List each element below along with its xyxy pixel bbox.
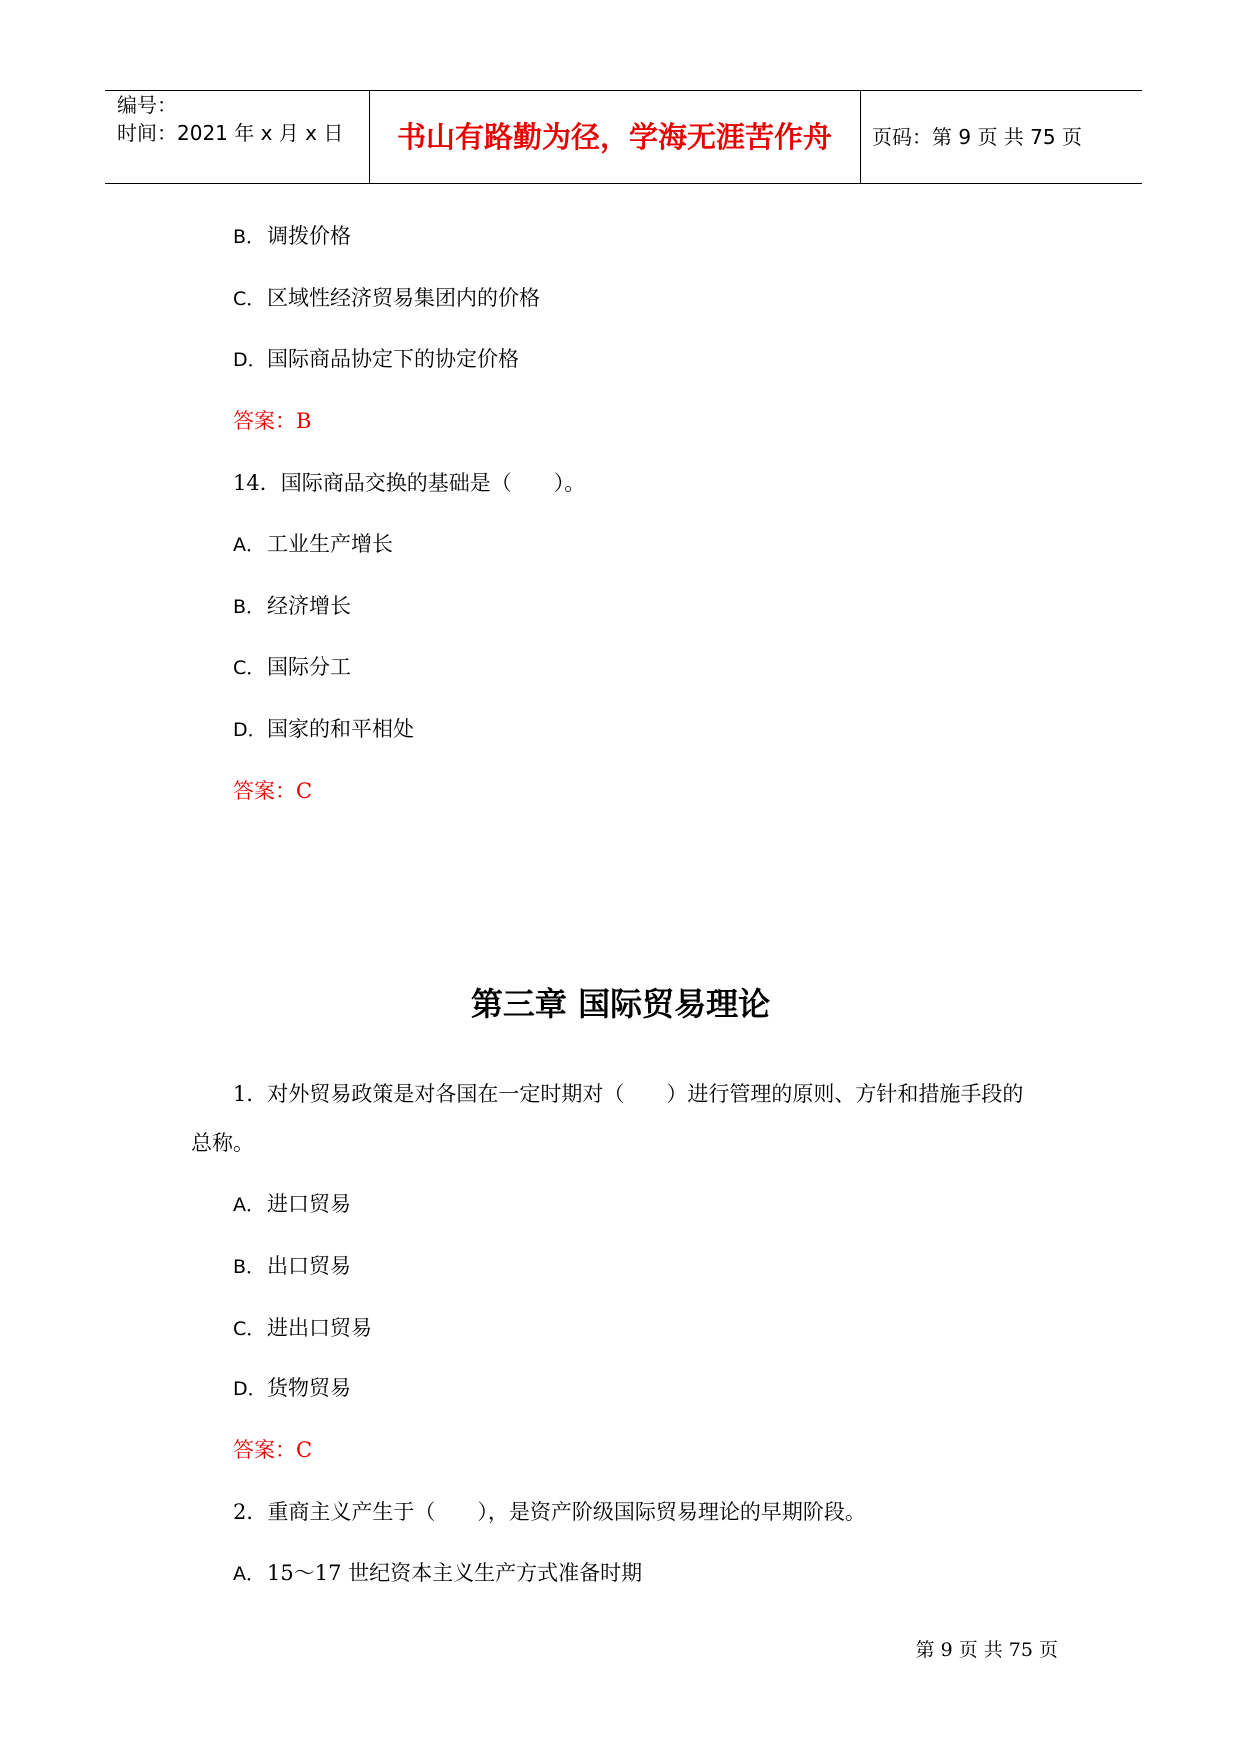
option-b bbox=[233, 221, 351, 252]
option-label: B． bbox=[233, 226, 266, 248]
header-motto: 书山有路勤为径，学海无涯苦作舟 bbox=[396, 120, 832, 154]
option-label: A． bbox=[233, 1563, 265, 1585]
option-label: A． bbox=[233, 534, 265, 556]
header-bottom-rule bbox=[105, 183, 1142, 184]
option-c bbox=[233, 652, 351, 683]
header-number-label: 编号： bbox=[117, 93, 177, 117]
option-label: D． bbox=[233, 719, 267, 741]
option-d bbox=[233, 714, 414, 745]
question-stem: 2．重商主义产生于（ ），是资产阶级国际贸易理论的早期阶段。 bbox=[233, 1500, 866, 1524]
header-time-label: 时间：2021 年 x 月 x 日 bbox=[117, 121, 344, 145]
option-text: 国际商品协定下的协定价格 bbox=[267, 347, 519, 371]
option-b bbox=[233, 1251, 351, 1282]
answer: 答案：C bbox=[233, 1438, 313, 1462]
option-text: 经济增长 bbox=[267, 594, 351, 618]
option-text: 15～17 世纪资本主义生产方式准备时期 bbox=[267, 1561, 643, 1585]
option-text: 出口贸易 bbox=[267, 1254, 351, 1278]
option-text: 国际分工 bbox=[267, 655, 351, 679]
question-stem-line-2: 总称。 bbox=[191, 1131, 254, 1155]
option-text: 调拨价格 bbox=[267, 224, 351, 248]
option-a bbox=[233, 1189, 351, 1220]
option-label: D． bbox=[233, 349, 267, 371]
option-label: B． bbox=[233, 596, 266, 618]
header-page-label: 页码：第 9 页 共 75 页 bbox=[872, 125, 1082, 149]
option-a bbox=[233, 1558, 642, 1589]
option-c bbox=[233, 1313, 372, 1344]
option-b bbox=[233, 591, 351, 622]
page-footer: 第 9 页 共 75 页 bbox=[915, 1639, 1058, 1661]
option-label: B． bbox=[233, 1256, 266, 1278]
option-label: A． bbox=[233, 1194, 265, 1216]
option-text: 货物贸易 bbox=[267, 1376, 351, 1400]
answer: 答案：C bbox=[233, 779, 313, 803]
option-c bbox=[233, 283, 540, 314]
option-text: 区域性经济贸易集团内的价格 bbox=[267, 286, 540, 310]
chapter-title: 第三章 国际贸易理论 bbox=[470, 985, 771, 1023]
option-label: C． bbox=[233, 657, 266, 679]
question-stem-line-1: 1．对外贸易政策是对各国在一定时期对（ ）进行管理的原则、方针和措施手段的 bbox=[233, 1082, 1024, 1106]
option-d bbox=[233, 344, 519, 375]
option-text: 工业生产增长 bbox=[267, 532, 393, 556]
option-d bbox=[233, 1373, 351, 1404]
header-divider-right bbox=[860, 90, 861, 183]
option-text: 进口贸易 bbox=[267, 1192, 351, 1216]
option-a bbox=[233, 529, 393, 560]
option-label: C． bbox=[233, 1318, 266, 1340]
answer: 答案：B bbox=[233, 409, 312, 433]
question-stem: 14．国际商品交换的基础是（ ）。 bbox=[233, 471, 586, 495]
option-label: C． bbox=[233, 288, 266, 310]
option-text: 进出口贸易 bbox=[267, 1316, 372, 1340]
option-label: D． bbox=[233, 1378, 267, 1400]
header-top-rule bbox=[105, 90, 1142, 91]
option-text: 国家的和平相处 bbox=[267, 717, 414, 741]
